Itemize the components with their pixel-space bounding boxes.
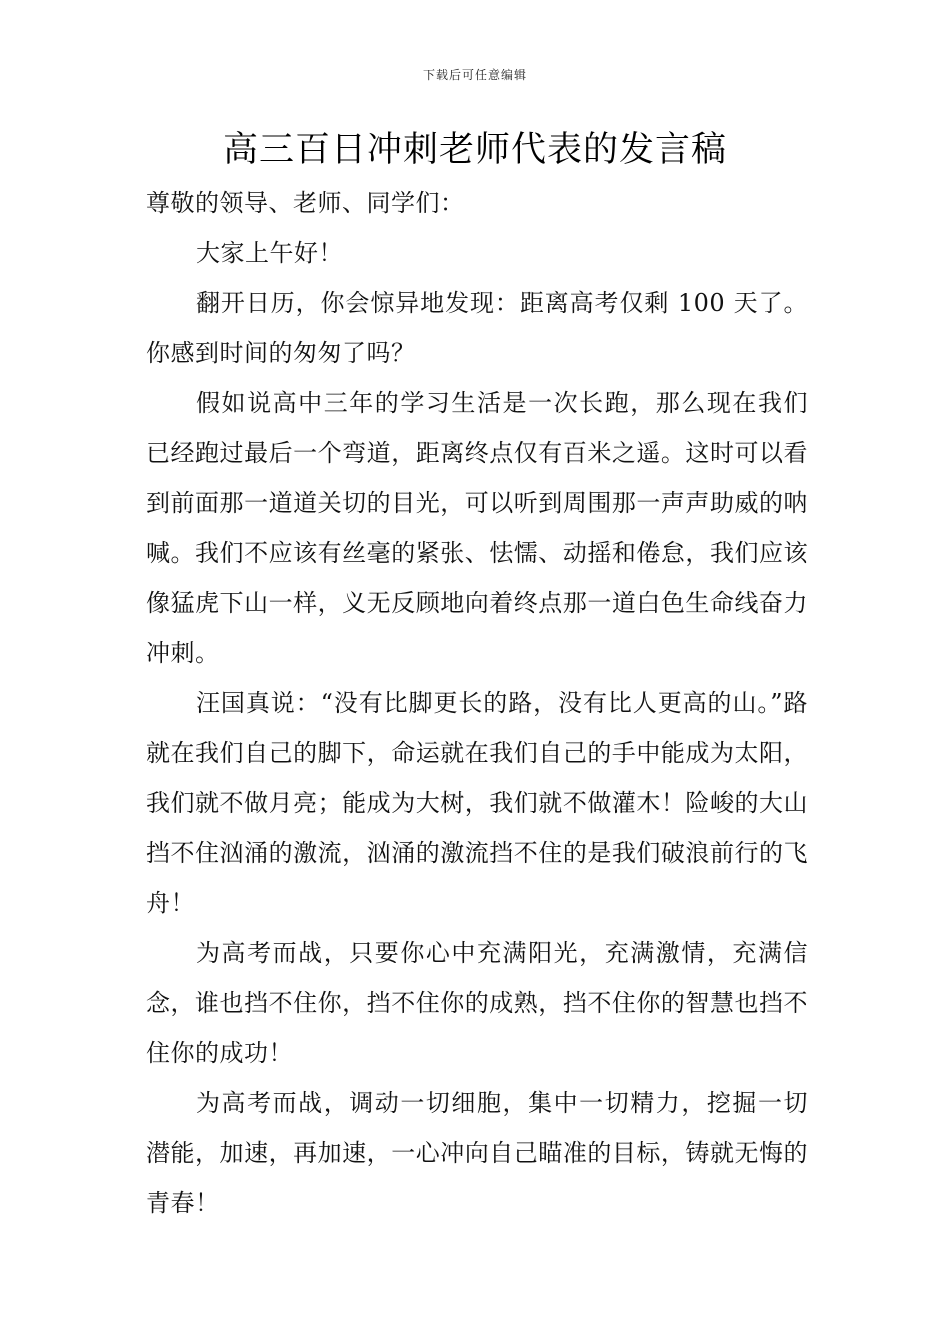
paragraph-quote: 汪国真说：“没有比脚更长的路，没有比人更高的山。”路就在我们自己的脚下，命运就在我们自己的手中能成为太阳，我们就不做月亮；能成为大树，我们就不做灌木！险峻的大山挡不住汹涌的激流，汹涌的激流挡不住的是我们破浪前行的飞舟！: [146, 689, 808, 917]
document-body: [146, 178, 808, 1228]
paragraph-calendar: 翻开日历，你会惊异地发现：距离高考仅剩 100 天了。你感到时间的匆匆了吗？: [146, 289, 808, 367]
header-note: 下载后可任意编辑: [422, 68, 527, 82]
document-title: 高三百日冲刺老师代表的发言稿: [222, 130, 727, 170]
paragraph-fight-sunshine: 为高考而战，只要你心中充满阳光，充满激情，充满信念，谁也挡不住你，挡不住你的成熟，挡不住你的智慧也挡不住你的成功！: [146, 939, 808, 1067]
paragraph-greeting: 大家上午好！: [196, 239, 343, 267]
paragraph-fight-energy: 为高考而战，调动一切细胞，集中一切精力，挖掘一切潜能，加速，再加速，一心冲向自己瞄准的目标，铸就无悔的青春！: [146, 1089, 808, 1217]
salutation: 尊敬的领导、老师、同学们：: [146, 189, 465, 217]
paragraph-long-run: 假如说高中三年的学习生活是一次长跑，那么现在我们已经跑过最后一个弯道，距离终点仅有百米之遥。这时可以看到前面那一道道关切的目光，可以听到周围那一声声助威的呐喊。我们不应该有丝毫的紧张、怯懦、动摇和倦怠，我们应该像猛虎下山一样，义无反顾地向着终点那一道白色生命线奋力冲刺。: [146, 389, 808, 667]
